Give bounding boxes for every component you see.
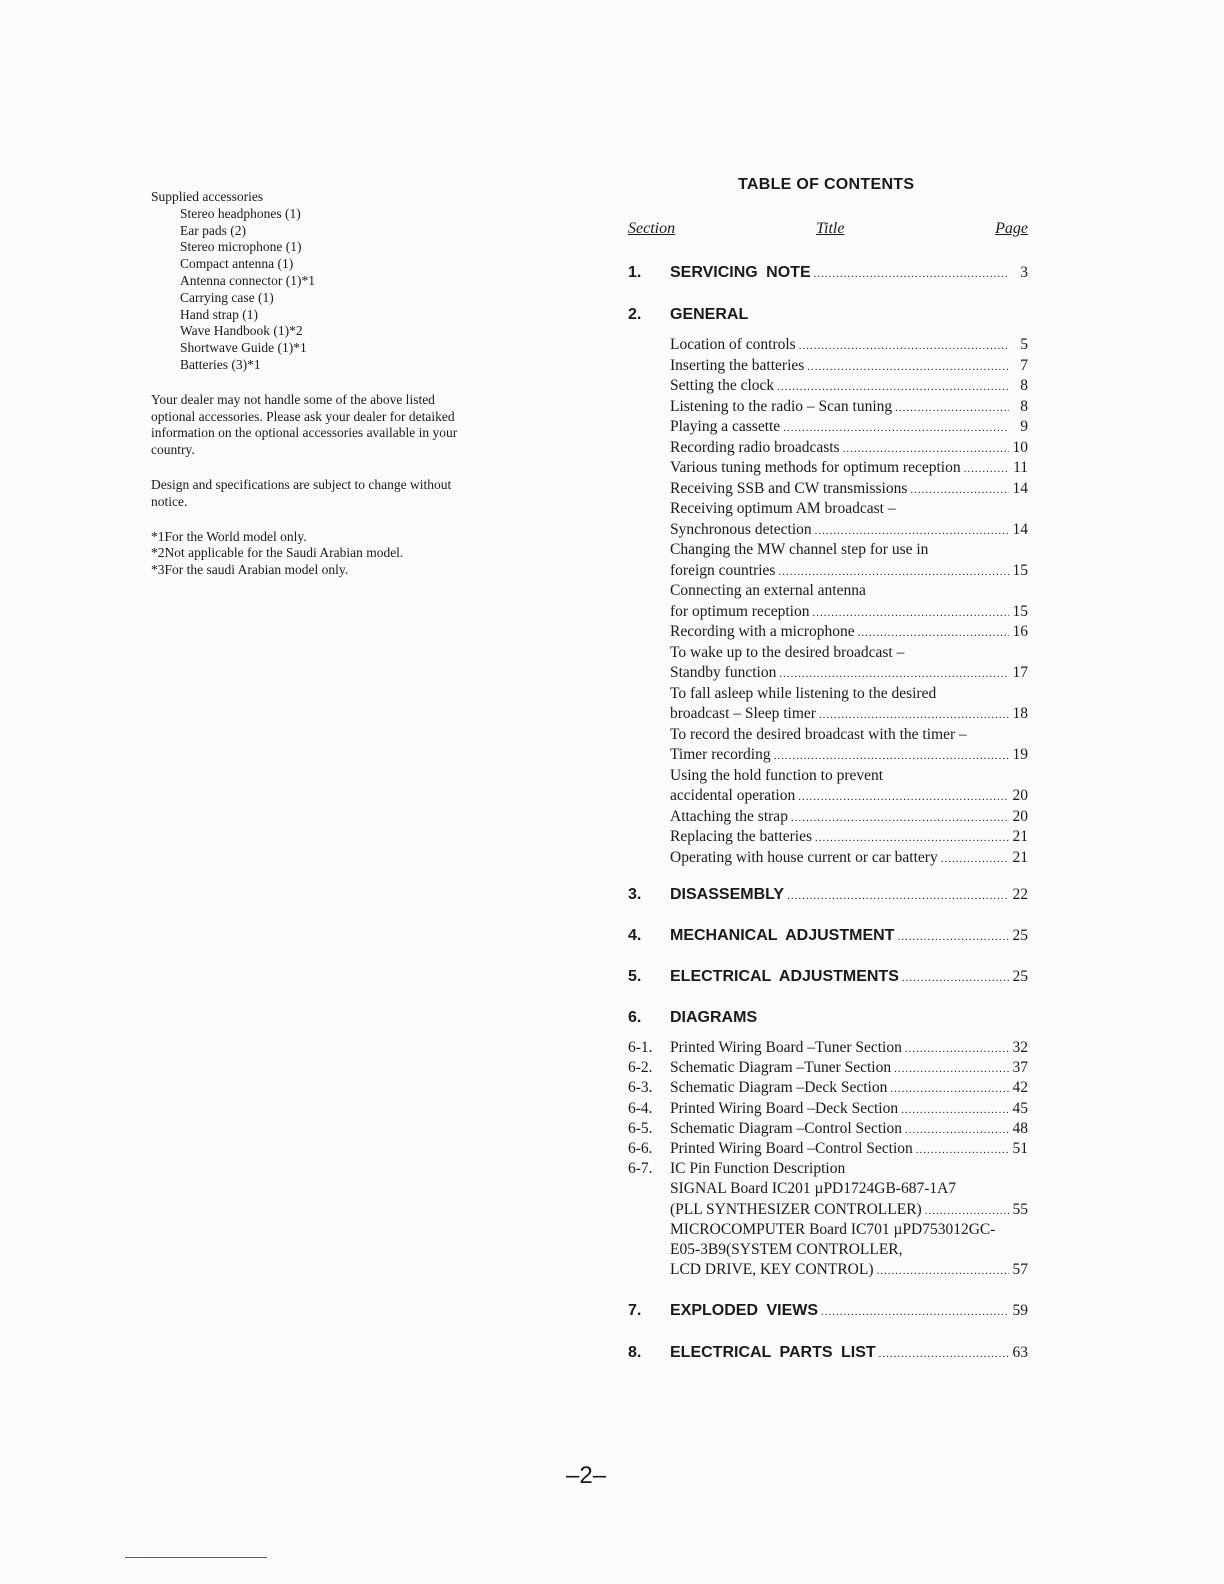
entry-page: 25 [1012, 968, 1028, 985]
leader-dots [964, 463, 1009, 475]
leader-dots [807, 361, 1009, 373]
toc-subentry[interactable] [628, 1039, 1028, 1059]
toc-entry [670, 886, 1028, 904]
toc-entry [670, 1100, 1028, 1118]
accessories-title: Supplied accessories [151, 189, 264, 204]
toc-entry-text: To record the desired broadcast with the timer – [670, 725, 967, 743]
entry-title: DISASSEMBLY [670, 886, 785, 903]
leader-dots [798, 791, 1009, 803]
toc-section-general[interactable] [628, 306, 1028, 326]
entry-page: 14 [1012, 520, 1028, 538]
leader-dots [897, 931, 1009, 943]
divider [125, 1557, 267, 1558]
toc-entry[interactable] [670, 439, 1028, 457]
leader-dots [815, 525, 1009, 537]
toc-entry[interactable] [670, 357, 1028, 375]
toc-entry-text: Changing the MW channel step for use in [670, 541, 929, 558]
entry-title: Printed Wiring Board –Control Section [670, 1140, 913, 1157]
section-number: 7. [628, 1302, 642, 1319]
leader-dots [902, 972, 1009, 984]
entry-page: 18 [1012, 705, 1028, 722]
section-number: 4. [628, 927, 642, 944]
entry-page: 8 [1020, 397, 1028, 415]
subentry-number: 6-7. [628, 1160, 653, 1178]
entry-page: 10 [1012, 438, 1028, 456]
toc-section-servicing-note[interactable] [628, 264, 1028, 284]
leader-dots [819, 709, 1009, 721]
section-title: DIAGRAMS [670, 1009, 758, 1026]
leader-dots [905, 1043, 1009, 1055]
leader-dots [894, 1063, 1009, 1075]
entry-page: 17 [1012, 664, 1028, 681]
toc-entry-text: E05-3B9(SYSTEM CONTROLLER, [670, 1241, 903, 1258]
toc-entry[interactable] [670, 808, 1028, 826]
entry-page: 15 [1012, 602, 1028, 620]
entry-page: 37 [1012, 1059, 1028, 1077]
entry-title: Printed Wiring Board –Deck Section [670, 1099, 899, 1117]
entry-title: Playing a cassette [670, 418, 781, 435]
entry-page: 51 [1012, 1140, 1028, 1157]
toc-entry [670, 1039, 1028, 1057]
leader-dots [812, 607, 1009, 619]
toc-entry[interactable] [670, 1261, 1028, 1279]
entry-title: foreign countries [670, 561, 776, 579]
list-item: Antenna connector (1)*1 [180, 272, 315, 288]
toc-section-electrical-parts-list[interactable] [628, 1344, 1028, 1364]
entry-page: 19 [1012, 746, 1028, 763]
subentry-number: 6-6. [628, 1140, 653, 1157]
leader-dots [877, 1265, 1010, 1277]
entry-page: 9 [1020, 418, 1028, 435]
leader-dots [925, 1205, 1009, 1217]
list-item: Carrying case (1) [180, 289, 274, 305]
toc-entry [670, 1079, 1028, 1097]
entry-title: Replacing the batteries [670, 828, 813, 845]
accessories-column [151, 189, 481, 579]
entry-page: 63 [1012, 1344, 1028, 1361]
entry-page: 8 [1020, 377, 1028, 394]
subentry-number: 6-1. [628, 1039, 653, 1056]
leader-dots [905, 1124, 1009, 1136]
toc-section-mechanical-adjustment[interactable] [628, 927, 1028, 947]
toc-entry [670, 1302, 1028, 1320]
entry-title: Operating with house current or car battery [670, 848, 938, 866]
entry-title: Setting the clock [670, 377, 775, 394]
entry-page: 20 [1012, 807, 1028, 825]
toc-entry-text: To wake up to the desired broadcast – [670, 643, 905, 661]
toc-entry[interactable] [670, 603, 1028, 621]
toc-entry[interactable] [670, 828, 1028, 846]
entry-title: Listening to the radio – Scan tuning [670, 397, 893, 415]
toc-section-electrical-adjustments[interactable] [628, 968, 1028, 988]
entry-page: 16 [1012, 623, 1028, 640]
header-section: Section [628, 220, 676, 237]
entry-title: Schematic Diagram –Deck Section [670, 1079, 888, 1097]
entry-title: Recording radio broadcasts [670, 438, 840, 456]
entry-page: 22 [1012, 886, 1028, 903]
entry-page: 32 [1012, 1039, 1028, 1056]
leader-dots [843, 443, 1009, 455]
entry-title: (PLL SYNTHESIZER CONTROLLER) [670, 1200, 922, 1218]
list-item: Compact antenna (1) [180, 256, 294, 272]
list-item: Batteries (3)*1 [180, 356, 261, 372]
toc-entry[interactable] [670, 705, 1028, 723]
leader-dots [890, 1083, 1009, 1095]
leader-dots [783, 422, 1009, 434]
toc-subentry[interactable] [628, 1160, 1028, 1180]
leader-dots [777, 381, 1009, 393]
leader-dots [774, 750, 1009, 762]
leader-dots [815, 832, 1009, 844]
toc-entry[interactable] [670, 1201, 1028, 1219]
entry-page: 55 [1012, 1200, 1028, 1218]
list-item: Shortwave Guide (1)*1 [180, 340, 307, 356]
entry-page: 20 [1012, 787, 1028, 804]
leader-dots [814, 268, 1009, 280]
entry-title: Various tuning methods for optimum reception [670, 459, 961, 476]
leader-dots [910, 484, 1009, 496]
toc-section-disassembly[interactable] [628, 886, 1028, 906]
entry-title: SERVICING NOTE [670, 264, 811, 281]
entry-title: MECHANICAL ADJUSTMENT [670, 927, 895, 944]
toc-entry[interactable] [670, 623, 1028, 641]
section-number: 6. [628, 1009, 642, 1026]
entry-title: Receiving SSB and CW transmissions [670, 479, 908, 497]
entry-page: 59 [1012, 1302, 1028, 1319]
entry-title: Schematic Diagram –Control Section [670, 1119, 903, 1137]
list-item: Hand strap (1) [180, 306, 258, 322]
toc-entry[interactable] [670, 664, 1028, 682]
toc-entry[interactable] [670, 398, 1028, 416]
toc-section-exploded-views[interactable] [628, 1302, 1028, 1322]
entry-page: 48 [1012, 1119, 1028, 1137]
footnote: *1For the World model only. [151, 528, 307, 544]
leader-dots [821, 1306, 1009, 1318]
toc-entry[interactable] [670, 787, 1028, 805]
entry-page: 42 [1012, 1079, 1028, 1097]
entry-page: 7 [1020, 356, 1028, 374]
toc-title: TABLE OF CONTENTS [738, 176, 915, 193]
leader-dots [916, 1144, 1009, 1156]
entry-title: Inserting the batteries [670, 356, 805, 374]
entry-page: 21 [1012, 828, 1028, 845]
header-title: Title [816, 220, 845, 237]
toc-subentry[interactable] [628, 1079, 1028, 1099]
entry-page: 25 [1012, 927, 1028, 944]
page-number: –2– [566, 1462, 607, 1489]
toc-entry-text: Connecting an external antenna [670, 582, 866, 599]
entry-title: for optimum reception [670, 602, 810, 620]
entry-page: 5 [1020, 336, 1028, 353]
toc-entry[interactable] [670, 480, 1028, 498]
entry-page: 15 [1012, 561, 1028, 579]
leader-dots [879, 1348, 1009, 1360]
entry-title: Location of controls [670, 336, 796, 353]
footnotes [151, 529, 481, 579]
entry-title: ELECTRICAL PARTS LIST [670, 1344, 876, 1361]
leader-dots [858, 627, 1009, 639]
entry-title: Standby function [670, 664, 777, 681]
toc-entry[interactable] [670, 849, 1028, 867]
toc-entry[interactable] [670, 377, 1028, 395]
leader-dots [901, 1104, 1009, 1116]
toc-section-diagrams[interactable] [628, 1009, 1028, 1029]
leader-dots [895, 402, 1009, 414]
entry-title: Printed Wiring Board –Tuner Section [670, 1039, 902, 1056]
entry-title: Schematic Diagram –Tuner Section [670, 1059, 892, 1077]
toc-entry [670, 1120, 1028, 1138]
toc-entry [670, 1344, 1028, 1362]
entry-title: accidental operation [670, 787, 796, 804]
subentry-number: 6-3. [628, 1079, 653, 1097]
toc-entry [670, 264, 1028, 282]
section-number: 3. [628, 886, 642, 903]
entry-title: Synchronous detection [670, 520, 812, 538]
entry-title: Attaching the strap [670, 807, 788, 825]
toc-entry-text: MICROCOMPUTER Board IC701 µPD753012GC- [670, 1220, 996, 1238]
entry-page: 45 [1012, 1099, 1028, 1117]
dealer-note: Your dealer may not handle some of the above listed optional accessories. Please ask your dealer for detaiked information on the optional accessories available in your country. [151, 391, 458, 458]
leader-dots [778, 566, 1009, 578]
entry-page: 14 [1012, 479, 1028, 497]
toc-subentry[interactable] [628, 1140, 1028, 1160]
toc-entry[interactable] [670, 521, 1028, 539]
toc-entry[interactable] [670, 562, 1028, 580]
entry-page: 11 [1013, 459, 1028, 476]
toc-entry-text: Using the hold function to prevent [670, 766, 884, 784]
toc-entry[interactable] [670, 459, 1028, 477]
entry-title: IC Pin Function Description [670, 1160, 846, 1178]
subentry-number: 6-2. [628, 1059, 653, 1077]
section-number: 1. [628, 264, 642, 281]
entry-title: EXPLODED VIEWS [670, 1302, 819, 1319]
toc-entry-text: To fall asleep while listening to the desired [670, 684, 937, 702]
leader-dots [779, 668, 1009, 680]
toc-entry[interactable] [670, 336, 1028, 354]
list-item: Stereo headphones (1) [180, 205, 301, 221]
accessories-list [151, 206, 481, 374]
entry-page: 57 [1012, 1261, 1028, 1279]
footnote: *3For the saudi Arabian model only. [151, 562, 349, 578]
leader-dots [791, 812, 1009, 824]
header-page: Page [995, 220, 1028, 237]
toc-column-headers [628, 220, 1028, 240]
leader-dots [799, 340, 1009, 352]
toc-entry-text: SIGNAL Board IC201 µPD1724GB-687-1A7 [670, 1180, 957, 1198]
entry-page: 3 [1020, 264, 1028, 281]
subentry-number: 6-4. [628, 1099, 653, 1117]
section-number: 2. [628, 306, 642, 323]
section-title: GENERAL [670, 306, 749, 323]
toc-entry [670, 1059, 1028, 1077]
leader-dots [787, 890, 1009, 902]
toc-entry [670, 927, 1028, 945]
entry-page: 21 [1012, 848, 1028, 866]
section-number: 5. [628, 968, 642, 985]
toc-entry [670, 968, 1028, 986]
toc-subentry[interactable] [628, 1059, 1028, 1079]
list-item: Wave Handbook (1)*2 [180, 323, 303, 339]
design-note: Design and specifications are subject to change without notice. [151, 476, 452, 509]
entry-title: LCD DRIVE, KEY CONTROL) [670, 1261, 874, 1279]
entry-title: broadcast – Sleep timer [670, 705, 816, 722]
list-item: Stereo microphone (1) [180, 239, 302, 255]
entry-title: Recording with a microphone [670, 623, 855, 640]
toc-subentry[interactable] [628, 1120, 1028, 1140]
toc-entry[interactable] [670, 418, 1028, 436]
entry-title: Timer recording [670, 746, 771, 763]
toc-subentry[interactable] [628, 1100, 1028, 1120]
entry-title: ELECTRICAL ADJUSTMENTS [670, 968, 899, 985]
toc-entry[interactable] [670, 746, 1028, 764]
footnote: *2Not applicable for the Saudi Arabian model. [151, 545, 404, 561]
toc-entry-text: Receiving optimum AM broadcast – [670, 500, 896, 517]
section-number: 8. [628, 1344, 642, 1361]
toc-entry [670, 1140, 1028, 1158]
list-item: Ear pads (2) [180, 222, 246, 238]
leader-dots [941, 853, 1009, 865]
subentry-number: 6-5. [628, 1119, 653, 1137]
